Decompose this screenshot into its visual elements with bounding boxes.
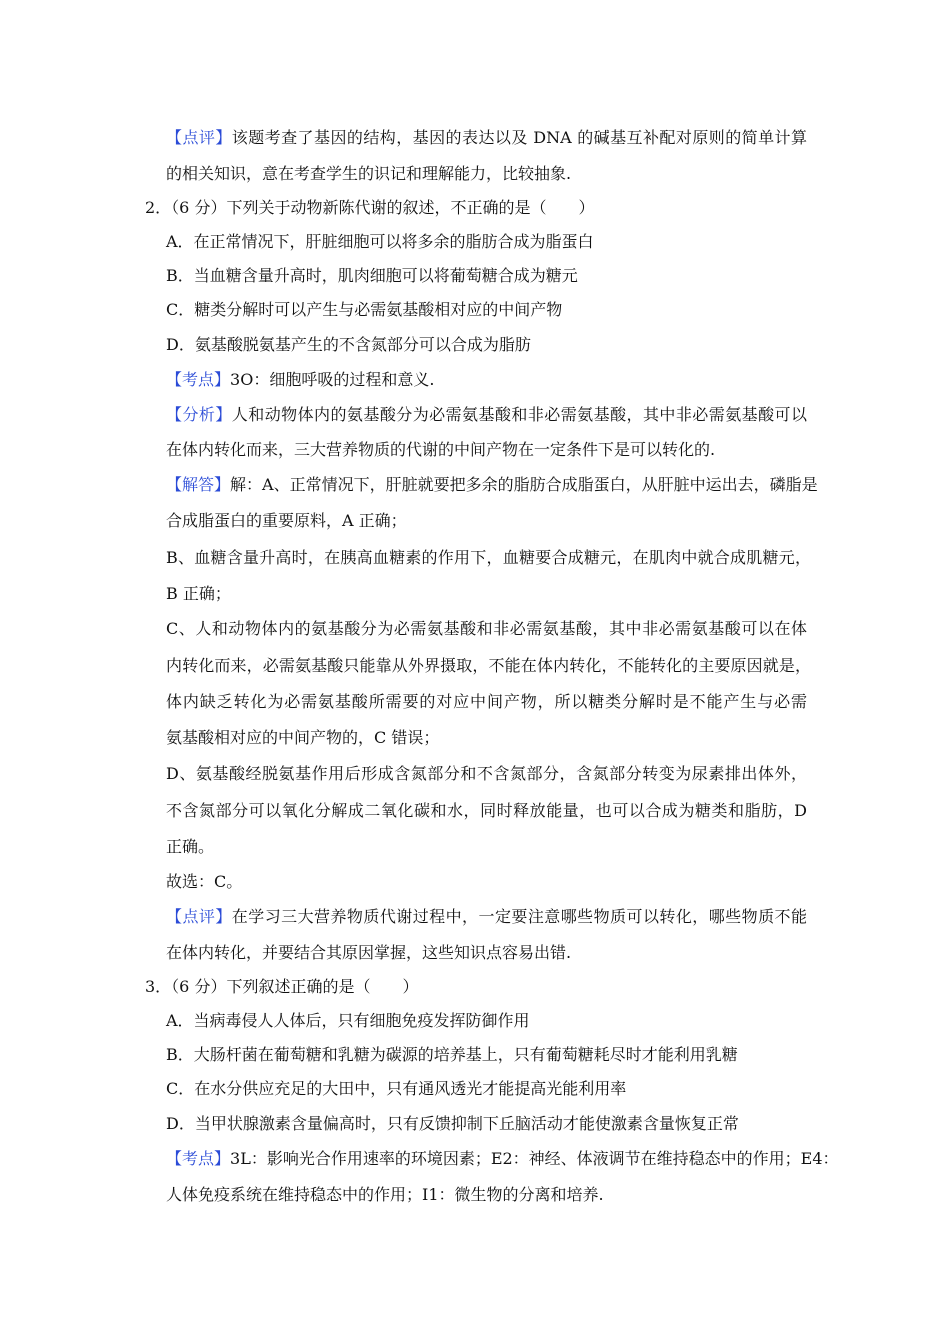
comment-tag: 【点评】	[166, 128, 232, 147]
q2-option-c: C．糖类分解时可以产生与必需氨基酸相对应的中间产物	[166, 300, 563, 319]
fenxi-tag: 【分析】	[166, 405, 232, 424]
q3-kaodian-line-1: 【考点】3L：影响光合作用速率的环境因素；E2：神经、体液调节在维持稳态中的作用；E4：	[166, 1149, 839, 1168]
jieda-tag: 【解答】	[166, 475, 231, 494]
q2-option-a: A．在正常情况下，肝脏细胞可以将多余的脂肪合成为脂蛋白	[166, 232, 594, 251]
q2-jieda-line-1: 【解答】解：A、正常情况下，肝脏就要把多余的脂肪合成脂蛋白，从肝脏中运出去，磷脂是	[166, 475, 818, 494]
question-3-stem: 3．（6 分）下列叙述正确的是（ ）	[145, 977, 419, 996]
q2-option-b: B．当血糖含量升高时，肌肉细胞可以将葡萄糖合成为糖元	[166, 266, 578, 285]
q2-d-line-3: 正确。	[166, 837, 215, 856]
q2-c-line-2: 内转化而来，必需氨基酸只能靠从外界摄取，不能在体内转化，不能转化的主要原因就是，	[166, 656, 811, 675]
q3-option-a: A．当病毒侵人人体后，只有细胞免疫发挥防御作用	[166, 1011, 530, 1030]
q2-kaodian: 【考点】3O：细胞呼吸的过程和意义.	[166, 370, 435, 389]
q2-dianping-line-1: 【点评】在学习三大营养物质代谢过程中，一定要注意哪些物质可以转化，哪些物质不能	[166, 907, 807, 926]
q2-answer: 故选：C。	[166, 872, 243, 891]
comment-tag: 【点评】	[166, 907, 232, 926]
comment-line-2: 的相关知识，意在考查学生的识记和理解能力，比较抽象.	[166, 164, 572, 183]
q2-jieda-line-2: 合成脂蛋白的重要原料，A 正确；	[166, 511, 407, 530]
q2-b-line-2: B 正确；	[166, 584, 231, 603]
kaodian-tag: 【考点】	[166, 370, 231, 389]
q2-fenxi-line-2: 在体内转化而来，三大营养物质的代谢的中间产物在一定条件下是可以转化的.	[166, 440, 716, 459]
q2-b-line-1: B、血糖含量升高时，在胰高血糖素的作用下，血糖要合成糖元，在肌肉中就合成肌糖元，	[166, 548, 811, 567]
q2-option-d: D．氨基酸脱氨基产生的不含氮部分可以合成为脂肪	[166, 335, 531, 354]
q2-c-line-1: C、人和动物体内的氨基酸分为必需氨基酸和非必需氨基酸，其中非必需氨基酸可以在体	[166, 619, 807, 638]
question-2-stem: 2．（6 分）下列关于动物新陈代谢的叙述，不正确的是（ ）	[145, 198, 595, 217]
q3-option-d: D．当甲状腺激素含量偏高时，只有反馈抑制下丘脑活动才能使激素含量恢复正常	[166, 1114, 739, 1133]
q3-kaodian-line-2: 人体免疫系统在维持稳态中的作用；I1：微生物的分离和培养.	[166, 1185, 604, 1204]
q2-c-line-3: 体内缺乏转化为必需氨基酸所需要的对应中间产物，所以糖类分解时是不能产生与必需	[166, 692, 807, 711]
q2-d-line-1: D、氨基酸经脱氨基作用后形成含氮部分和不含氮部分，含氮部分转变为尿素排出体外，	[166, 764, 807, 783]
q2-c-line-4: 氨基酸相对应的中间产物的，C 错误；	[166, 728, 440, 747]
q3-option-b: B．大肠杆菌在葡萄糖和乳糖为碳源的培养基上，只有葡萄糖耗尽时才能利用乳糖	[166, 1045, 738, 1064]
q2-dianping-line-2: 在体内转化，并要结合其原因掌握，这些知识点容易出错.	[166, 943, 572, 962]
q2-d-line-2: 不含氮部分可以氧化分解成二氧化碳和水，同时释放能量，也可以合成为糖类和脂肪，D	[166, 801, 807, 820]
comment-line-1: 【点评】该题考查了基因的结构，基因的表达以及 DNA 的碱基互补配对原则的简单计算	[166, 128, 807, 147]
q3-option-c: C．在水分供应充足的大田中，只有通风透光才能提高光能利用率	[166, 1079, 627, 1098]
kaodian-tag: 【考点】	[166, 1149, 231, 1168]
q2-fenxi-line-1: 【分析】人和动物体内的氨基酸分为必需氨基酸和非必需氨基酸，其中非必需氨基酸可以	[166, 405, 807, 424]
